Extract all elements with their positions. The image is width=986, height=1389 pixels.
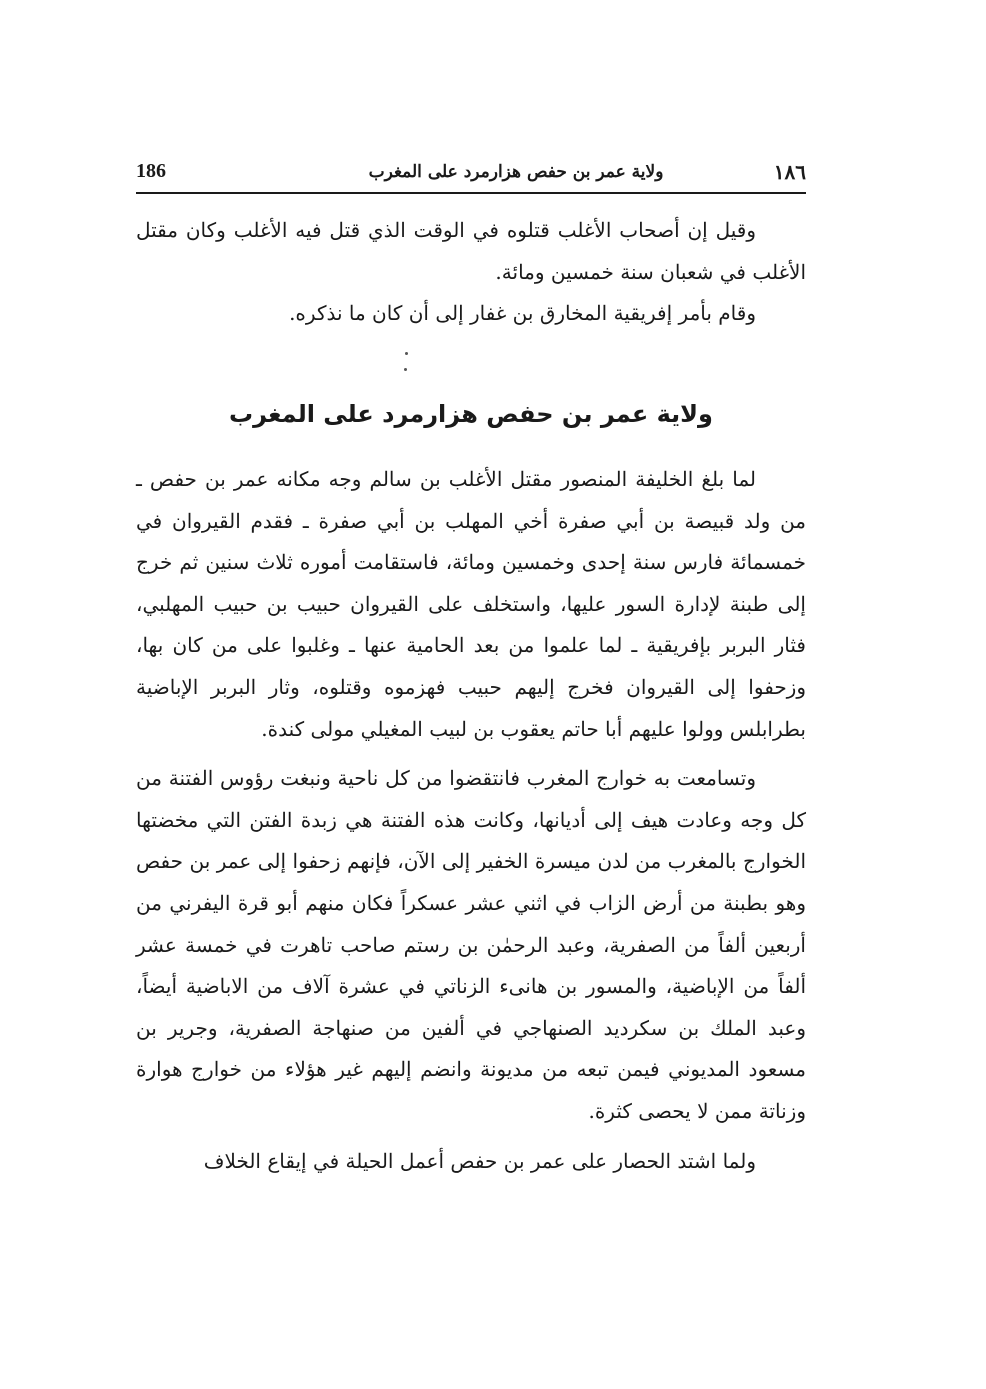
scan-speck bbox=[405, 352, 408, 355]
paragraph: وتسامعت به خوارج المغرب فانتقضوا من كل ناحية ونبغت رؤوس الفتنة من كل وجه وعادت هيف إلى أديانها، وكانت هذه الفتنة هي زبدة الفتن التي مخضتها الخوارج بالمغرب من لدن ميسرة الخفير إلى الآن، فإنهم زحفوا إلى عمر بن حفص وهو بطبنة من أرض الزاب في اثني عشر عسكراً فكان منهم أبو قرة اليفرني من أربعين ألفاً من الصفرية، وعبد الرحمٰن بن رستم صاحب تاهرت في خمسة عشر ألفاً من الإباضية، والمسور بن هانىء الزناتي في عشرة آلاف من الاباضية أيضاً، وعبد الملك بن سكرديد الصنهاجي في ألفين من صنهاجة الصفرية، وجرير بن مسعود المديوني فيمن تبعه من مديونة وانضم إليهم غير هؤلاء من خوارج هوارة وزناتة ممن لا يحصى كثرة. bbox=[136, 766, 807, 1123]
top-text-block bbox=[136, 210, 806, 335]
page-header bbox=[136, 158, 806, 194]
page-number-latin: 186 bbox=[136, 160, 166, 182]
section-title: ولاية عمر بن حفص هزارمرد على المغرب bbox=[229, 400, 713, 428]
paragraph: وقام بأمر إفريقية المخارق بن غفار إلى أن كان ما نذكره. bbox=[289, 301, 756, 326]
main-text-block bbox=[136, 459, 806, 1182]
paragraph: ولما اشتد الحصار على عمر بن حفص أعمل الحيلة في إيقاع الخلاف bbox=[203, 1148, 756, 1173]
page-number-arabic: ١٨٦ bbox=[773, 160, 806, 184]
running-title: ولاية عمر بن حفص هزارمرد على المغرب bbox=[368, 162, 664, 182]
scan-speck bbox=[404, 368, 407, 371]
paragraph: وقيل إن أصحاب الأغلب قتلوه في الوقت الذي قتل فيه الأغلب وكان مقتل الأغلب في شعبان سنة خمسين ومائة. bbox=[136, 218, 806, 284]
paragraph: لما بلغ الخليفة المنصور مقتل الأغلب بن سالم وجه مكانه عمر بن حفص ـ من ولد قبيصة بن أبي صفرة أخي المهلب بن أبي صفرة ـ فقدم القيروان في خمسمائة فارس سنة إحدى وخمسين ومائة، فاستقامت أموره ثلاث سنين ثم خرج إلى طبنة لإدارة السور عليها، واستخلف على القيروان حبيب بن حبيب المهلبي، فثار البربر بإفريقية ـ لما علموا من بعد الحامية عنها ـ وغلبوا على من كان بها، وزحفوا إلى القيروان فخرج إليهم حبيب فهزموه وقتلوه، وثار البربر الإباضية بطرابلس وولوا عليهم أبا حاتم يعقوب بن لبيب المغيلي مولى كندة. bbox=[136, 467, 806, 741]
